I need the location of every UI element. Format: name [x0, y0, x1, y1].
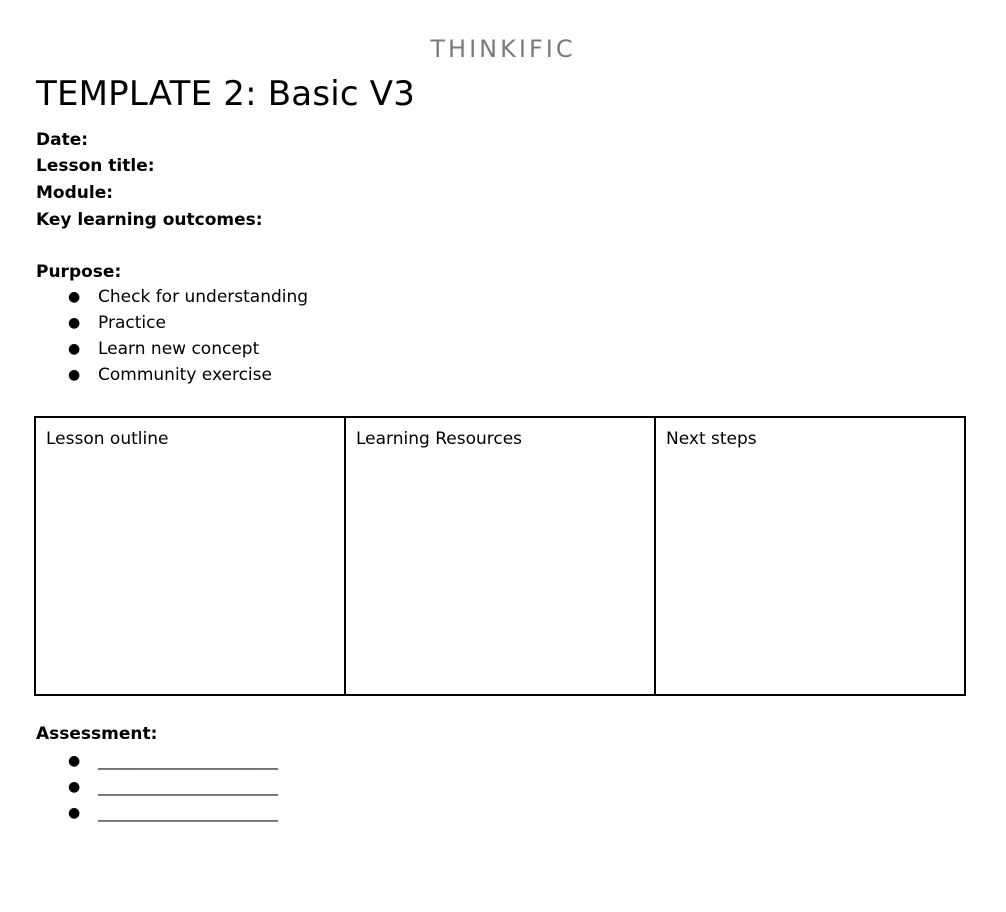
assessment-label: Assessment:	[36, 724, 158, 744]
list-item	[36, 800, 278, 826]
assessment-blank-line: ________________________	[98, 778, 278, 796]
assessment-list	[36, 748, 278, 826]
list-item	[36, 774, 278, 800]
thinkific-logo: THINKIFIC	[430, 35, 576, 63]
column-header: Next steps	[666, 429, 757, 449]
lesson-title-label: Lesson title:	[36, 156, 155, 176]
assessment-blank-line: ________________________	[98, 804, 278, 822]
bullet-icon: ●	[68, 289, 81, 305]
learning-resources-cell[interactable]	[345, 417, 655, 695]
next-steps-cell[interactable]	[655, 417, 965, 695]
list-item	[36, 748, 278, 774]
list-item	[36, 284, 308, 310]
column-header: Learning Resources	[356, 429, 523, 449]
purpose-item-label: Community exercise	[98, 365, 272, 385]
module-label: Module:	[36, 183, 114, 203]
date-label: Date:	[36, 130, 89, 150]
bullet-icon: ●	[68, 367, 81, 383]
list-item	[36, 362, 308, 388]
purpose-item-label: Check for understanding	[98, 287, 309, 307]
purpose-item-label: Practice	[98, 313, 166, 333]
key-learning-outcomes-label: Key learning outcomes:	[36, 210, 263, 230]
purpose-list	[36, 284, 308, 388]
lesson-plan-table	[34, 416, 966, 696]
purpose-item-label: Learn new concept	[98, 339, 260, 359]
list-item	[36, 310, 308, 336]
lesson-outline-cell[interactable]	[35, 417, 345, 695]
list-item	[36, 336, 308, 362]
bullet-icon: ●	[68, 315, 81, 331]
column-header: Lesson outline	[46, 429, 169, 449]
bullet-icon: ●	[68, 805, 81, 821]
bullet-icon: ●	[68, 341, 81, 357]
table-row	[35, 417, 965, 695]
document-title: TEMPLATE 2: Basic V3	[36, 74, 416, 114]
bullet-icon: ●	[68, 779, 81, 795]
bullet-icon: ●	[68, 753, 81, 769]
assessment-blank-line: ________________________	[98, 752, 278, 770]
purpose-label: Purpose:	[36, 262, 122, 282]
